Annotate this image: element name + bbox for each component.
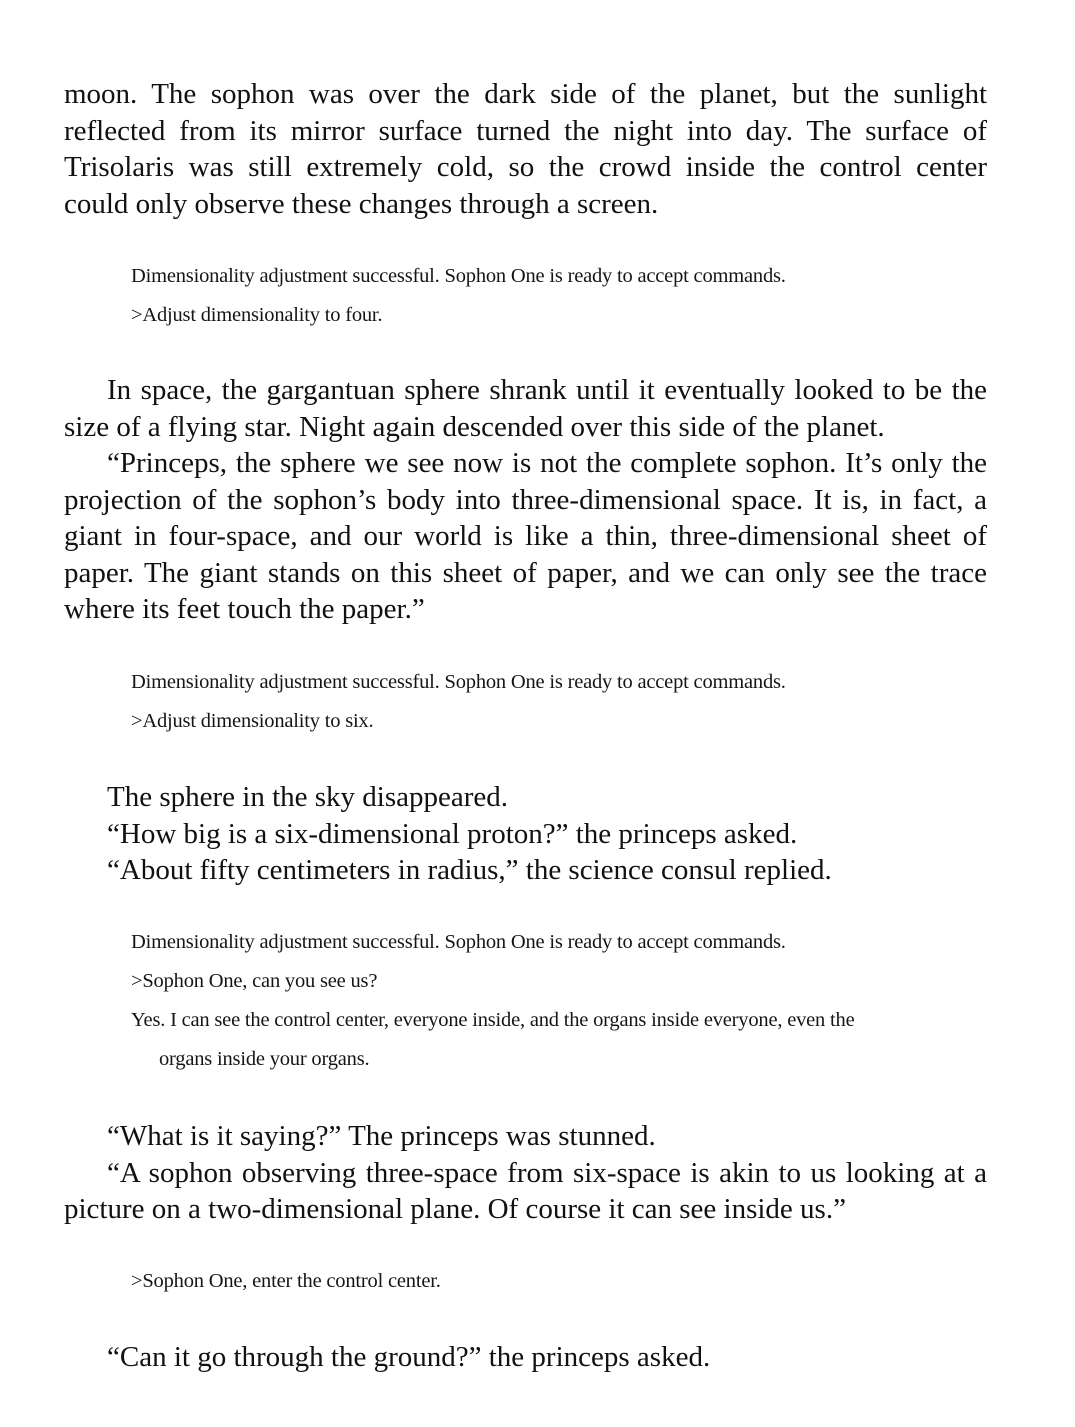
prose-block-4 [64, 779, 987, 889]
prose-line: reflected from its mirror surface turned the night into day. The surface of [64, 114, 987, 147]
prose-block-opening [64, 76, 987, 222]
terminal-response-continuation: organs inside your organs. [159, 1048, 370, 1070]
prose-paragraph: In space, the gargantuan sphere shrank until it eventually looked to be the size of a flying star. Night again descended over this side of the planet. [64, 374, 987, 443]
terminal-block-4 [131, 1262, 441, 1301]
prose-paragraph: “About fifty centimeters in radius,” the science consul replied. [107, 854, 832, 886]
prose-paragraph: “Princeps, the sphere we see now is not the complete sophon. It’s only the projection of the sophon’s body into three-dimensional space. It is, in fact, a giant in four-space, and our world is like a thin, three-dimensional sheet of paper. The giant stands on this sheet of paper, and we can only see the trace where its feet touch the paper.” [64, 447, 987, 625]
prose-paragraph: “How big is a six-dimensional proton?” the princeps asked. [107, 817, 798, 850]
terminal-command-line: >Adjust dimensionality to six. [131, 710, 374, 732]
terminal-status-line: Dimensionality adjustment successful. Sophon One is ready to accept commands. [131, 265, 786, 287]
terminal-block-2 [131, 663, 786, 741]
terminal-command-line: >Sophon One, can you see us? [131, 970, 378, 992]
terminal-command-line: >Adjust dimensionality to four. [131, 304, 383, 326]
terminal-response-line: Yes. I can see the control center, everyone inside, and the organs inside everyone, even the [131, 1009, 855, 1031]
prose-block-6 [64, 1118, 987, 1228]
prose-line: Trisolaris was still extremely cold, so the crowd inside the control center [64, 151, 987, 183]
prose-paragraph: “A sophon observing three-space from six-space is akin to us looking at a picture on a two-dimensional plane. Of course it can see inside us.” [64, 1156, 987, 1225]
prose-block-2 [64, 372, 987, 628]
prose-line: could only observe these changes through a screen. [64, 187, 659, 220]
terminal-status-line: Dimensionality adjustment successful. Sophon One is ready to accept commands. [131, 931, 786, 953]
prose-block-8 [64, 1339, 987, 1376]
terminal-status-line: Dimensionality adjustment successful. Sophon One is ready to accept commands. [131, 671, 786, 693]
prose-paragraph: “What is it saying?” The princeps was stunned. [107, 1120, 656, 1152]
prose-line: moon. The sophon was over the dark side of the planet, but the sunlight [64, 78, 987, 110]
terminal-block-3 [131, 923, 854, 1079]
terminal-command-line: >Sophon One, enter the control center. [131, 1270, 441, 1292]
prose-paragraph: The sphere in the sky disappeared. [107, 781, 509, 813]
prose-paragraph: “Can it go through the ground?” the princeps asked. [107, 1341, 711, 1373]
terminal-block-1 [131, 257, 786, 335]
